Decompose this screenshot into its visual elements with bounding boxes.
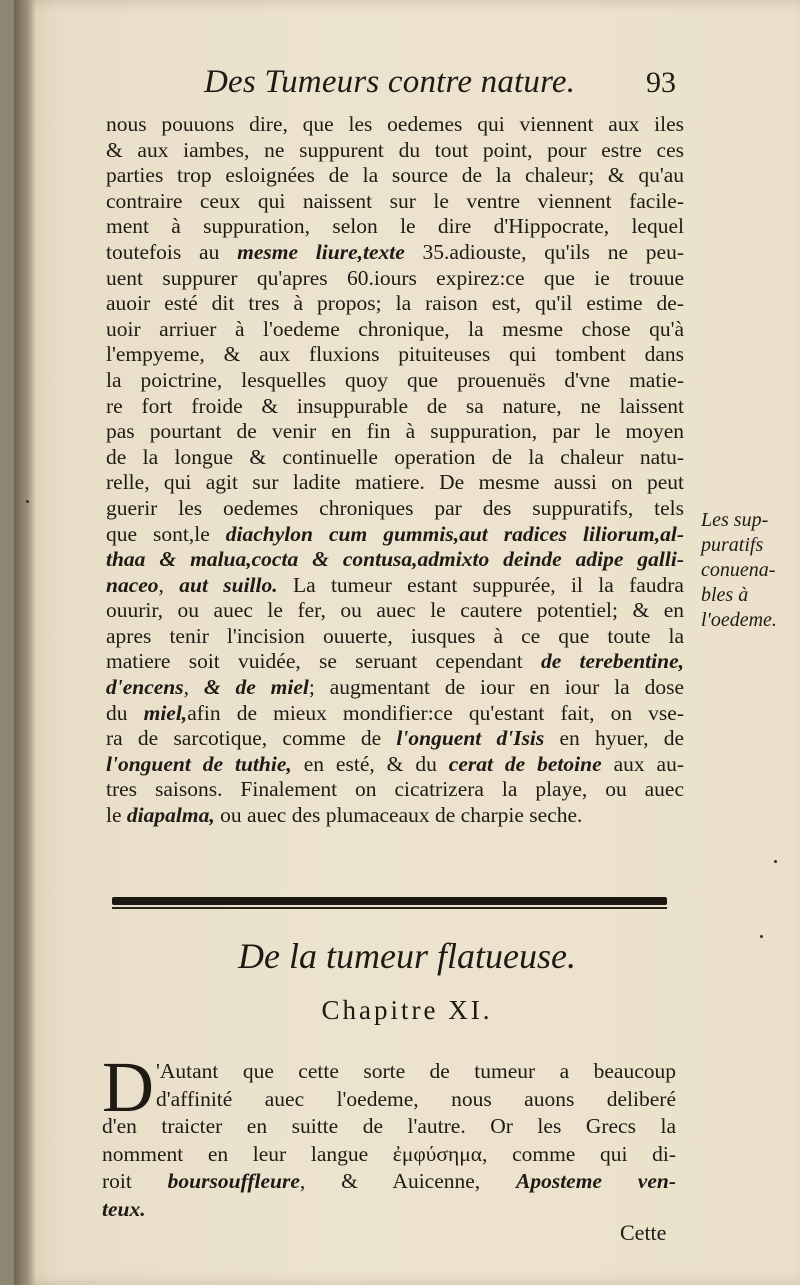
text-run: d'en traicter en suitte de l'autre. Or les Grecs la	[102, 1114, 676, 1139]
text-run: uent suppurer qu'apres 60.iours expirez:ce que ie trouue	[106, 265, 684, 290]
text-run: , & Auicenne,	[299, 1169, 516, 1194]
running-header	[194, 64, 694, 104]
italic-text-run: naceo	[106, 572, 159, 597]
paper-speck	[760, 935, 763, 938]
text-run: nomment en leur langue ἐμφύσημα, comme qui di-	[102, 1141, 676, 1166]
text-line	[106, 368, 684, 394]
chapter-label: Chapitre XI.	[321, 995, 493, 1025]
chapter-heading: De la tumeur flatueuse.	[238, 936, 576, 976]
text-run: ; augmentant de iour en iour la dose	[308, 675, 684, 700]
text-run: re fort froide & insuppurable de sa nature, ne laissent	[106, 393, 684, 418]
running-title: Des Tumeurs contre nature.	[204, 64, 576, 100]
text-run: ,	[158, 572, 180, 597]
text-line	[102, 1141, 676, 1169]
italic-text-run: aut suillo.	[179, 572, 278, 597]
drop-capital: D	[102, 1047, 154, 1127]
italic-text-run: Aposteme ven-	[515, 1169, 676, 1194]
italic-text-run: boursouffleure	[167, 1169, 300, 1194]
text-line	[106, 445, 684, 471]
italic-text-run: l'onguent d'Isis	[396, 726, 545, 751]
text-line	[106, 470, 684, 496]
margin-note-line: puratifs	[701, 534, 764, 556]
text-line	[106, 726, 684, 752]
italic-text-run: de terebentine,	[540, 649, 684, 674]
section-divider-rule	[112, 897, 667, 905]
text-line	[106, 547, 684, 573]
italic-text-run: l'onguent de tuthie,	[106, 751, 292, 776]
text-run: en hyuer, de	[544, 726, 684, 751]
text-run: ra de sarcotique, comme de	[106, 726, 397, 751]
text-run: toutefois au	[106, 239, 238, 264]
text-line	[102, 1168, 676, 1196]
text-run: nous pouuons dire, que les oedemes qui viennent aux iles	[106, 112, 684, 136]
text-run: de la longue & continuelle operation de la chaleur natu-	[106, 444, 684, 469]
text-run: tres saisons. Finalement on cicatrizera la playe, ou auec	[106, 777, 684, 802]
margin-note-line: Les sup-	[701, 509, 769, 531]
text-line	[102, 1113, 676, 1141]
text-line	[106, 163, 684, 189]
italic-text-run: diapalma,	[126, 803, 215, 828]
italic-text-run: thaa & malua,cocta & contusa,admixto deinde adipe galli-	[106, 547, 684, 572]
text-run: afin de mieux mondifier:ce qu'estant fait, on vse-	[187, 700, 684, 725]
text-run: d'affinité auec l'oedeme, nous auons deliberé	[156, 1086, 676, 1111]
page-number: 93	[646, 66, 676, 99]
text-line	[106, 777, 684, 803]
italic-text-run: teux.	[102, 1196, 146, 1221]
italic-text-run: miel,	[143, 700, 188, 725]
text-line	[106, 573, 684, 599]
text-run: aux au-	[601, 751, 684, 776]
text-run: contraire ceux qui naissent sur le ventre viennent facile-	[106, 188, 684, 213]
text-line	[106, 138, 684, 164]
margin-note	[701, 508, 800, 633]
text-line	[106, 342, 684, 368]
text-line	[106, 649, 684, 675]
text-run: La tumeur estant suppurée, il la faudra	[277, 572, 684, 597]
italic-text-run: mesme liure,texte	[237, 239, 405, 264]
text-run: que sont,le	[106, 521, 226, 546]
margin-note-line: conuena-	[701, 559, 776, 581]
text-run: relle, qui agit sur ladite matiere. De mesme aussi on peut	[106, 470, 684, 495]
book-page	[14, 0, 800, 1285]
text-run: le	[106, 803, 127, 828]
text-run: & aux iambes, ne suppurent du tout point, pour estre ces	[106, 137, 684, 162]
italic-text-run: & de miel	[203, 675, 309, 700]
text-run: auoir esté dit tres à propos; la raison est, qu'il estime de-	[106, 291, 684, 316]
text-line	[102, 1086, 676, 1114]
text-run: matiere soit vuidée, se seruant cependant	[106, 649, 541, 674]
catchword: Cette	[620, 1220, 667, 1245]
text-run: apres tenir l'incision ouuerte, iusques à ce que toute la	[106, 623, 684, 648]
text-run: l'empyeme, & aux fluxions pituiteuses qui tombent dans	[106, 342, 684, 367]
text-run: 35.adiouste, qu'ils ne peu-	[404, 239, 684, 264]
text-line	[106, 701, 684, 727]
text-line	[106, 394, 684, 420]
text-line	[106, 240, 684, 266]
text-run: ,	[183, 675, 204, 700]
chapter-paragraph	[102, 1058, 676, 1224]
margin-note-line: bles à	[701, 584, 749, 606]
text-line	[106, 598, 684, 624]
margin-note-line: l'oedeme.	[701, 609, 777, 631]
text-run: parties trop esloignées de la source de la chaleur; & qu'au	[106, 163, 684, 188]
text-line	[106, 496, 684, 522]
italic-text-run: d'encens	[106, 675, 184, 700]
text-line	[106, 752, 684, 778]
text-line	[106, 803, 684, 829]
text-run: du	[106, 700, 144, 725]
text-run: uoir arriuer à l'oedeme chronique, la mesme chose qu'à	[106, 316, 684, 341]
text-line	[106, 419, 684, 445]
paper-speck	[774, 860, 777, 863]
paper-speck	[26, 500, 29, 503]
text-line	[106, 522, 684, 548]
text-line	[102, 1058, 676, 1086]
text-run: guerir les oedemes chroniques par des suppuratifs, tels	[106, 495, 684, 520]
text-line	[106, 624, 684, 650]
text-line	[102, 1196, 676, 1224]
text-run: ment à suppuration, selon le dire d'Hippocrate, lequel	[106, 214, 684, 239]
main-text-block	[106, 112, 684, 829]
text-run: la poictrine, lesquelles quoy que prouenuës d'vne matie-	[106, 367, 684, 392]
text-line	[106, 112, 684, 138]
text-run: pas pourtant de venir en fin à suppuration, par le moyen	[106, 419, 684, 444]
italic-text-run: diachylon cum gummis,aut radices liliorum,al-	[225, 521, 684, 546]
text-line	[106, 214, 684, 240]
text-run: ou auec des plumaceaux de charpie seche.	[214, 803, 583, 828]
text-run: ouurir, ou auec le fer, ou auec le cautere potentiel; & en	[106, 598, 684, 623]
text-run: 'Autant que cette sorte de tumeur a beaucoup	[156, 1059, 676, 1083]
text-run: en esté, & du	[291, 751, 449, 776]
text-run: roit	[102, 1169, 168, 1194]
text-line	[106, 266, 684, 292]
text-line	[106, 675, 684, 701]
text-line	[106, 291, 684, 317]
text-line	[106, 317, 684, 343]
text-line	[106, 189, 684, 215]
italic-text-run: cerat de betoine	[448, 751, 602, 776]
book-spine-shadow	[14, 0, 36, 1285]
